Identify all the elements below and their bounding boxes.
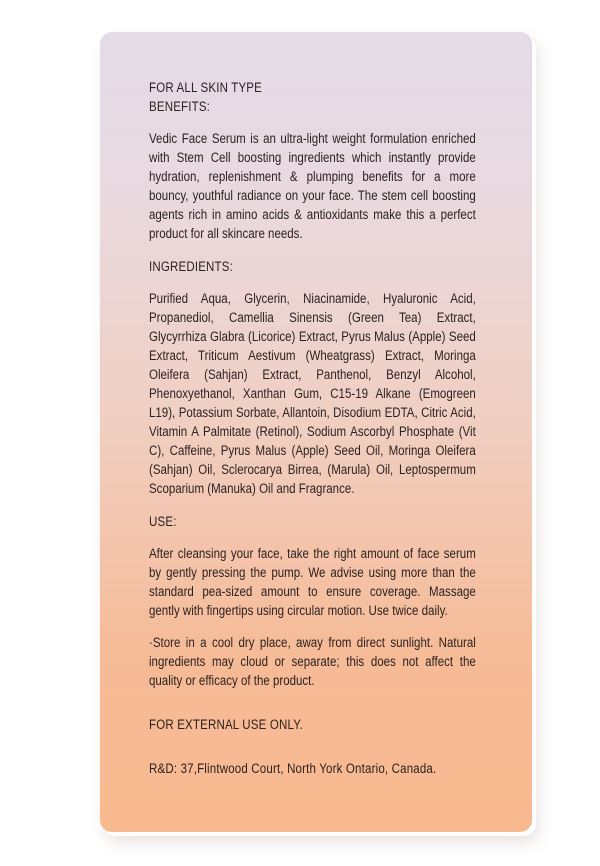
- address-text: R&D: 37,Flintwood Court, North York Ontario, Canada.: [149, 761, 437, 776]
- ingredients-text: Purified Aqua, Glycerin, Niacinamide, Hyaluronic Acid, Propanediol, Camellia Sinensis (Green Tea) Extract, Glycyrrhiza Glabra (Licorice) Extract, Pyrus Malus (Apple) Seed Extract, Triticum Aestivum (Wheatgrass) Extract, Moringa Oleifera (Sahjan) Extract, Panthenol, Benzyl Alcohol, Phenoxyethanol, Xanthan Gum, C15-19 Alkane (Emogreen L19), Potassium Sorbate, Allantoin, Disodium EDTA, Citric Acid, Vitamin A Palmitate (Retinol), Sodium Ascorbyl Phosphate (Vit C), Caffeine, Pyrus Malus (Apple) Seed Oil, Moringa Oleifera (Sahjan) Oil, Sclerocarya Birrea, (Marula) Oil, Leptospermum Scoparium (Manuka) Oil and Fragrance.: [149, 291, 476, 496]
- benefits-text: Vedic Face Serum is an ultra-light weight formulation enriched with Stem Cell boosting ingredients which instantly provide hydration, replenishment & plumping benefits for a more bouncy, youthful radiance on your face. The stem cell boosting agents rich in amino acids & antioxidants make this a perfect product for all skincare needs.: [149, 131, 476, 241]
- label-content: [149, 78, 476, 778]
- product-label-panel: [100, 32, 532, 832]
- storage-text: ·Store in a cool dry place, away from direct sunlight. Natural ingredients may cloud or separate; this does not affect the quality or efficacy of the product.: [149, 635, 476, 688]
- use-text: After cleansing your face, take the right amount of face serum by gently pressing the pump. We advise using more than the standard pea-sized amount to ensure coverage. Massage gently with fingertips using circular motion. Use twice daily.: [149, 546, 476, 618]
- use-heading: USE:: [149, 514, 177, 529]
- external-use-notice: FOR EXTERNAL USE ONLY.: [149, 717, 303, 732]
- benefits-heading: BENEFITS:: [149, 99, 211, 114]
- ingredients-heading: INGREDIENTS:: [149, 259, 233, 274]
- skin-type-heading: FOR ALL SKIN TYPE: [149, 80, 263, 95]
